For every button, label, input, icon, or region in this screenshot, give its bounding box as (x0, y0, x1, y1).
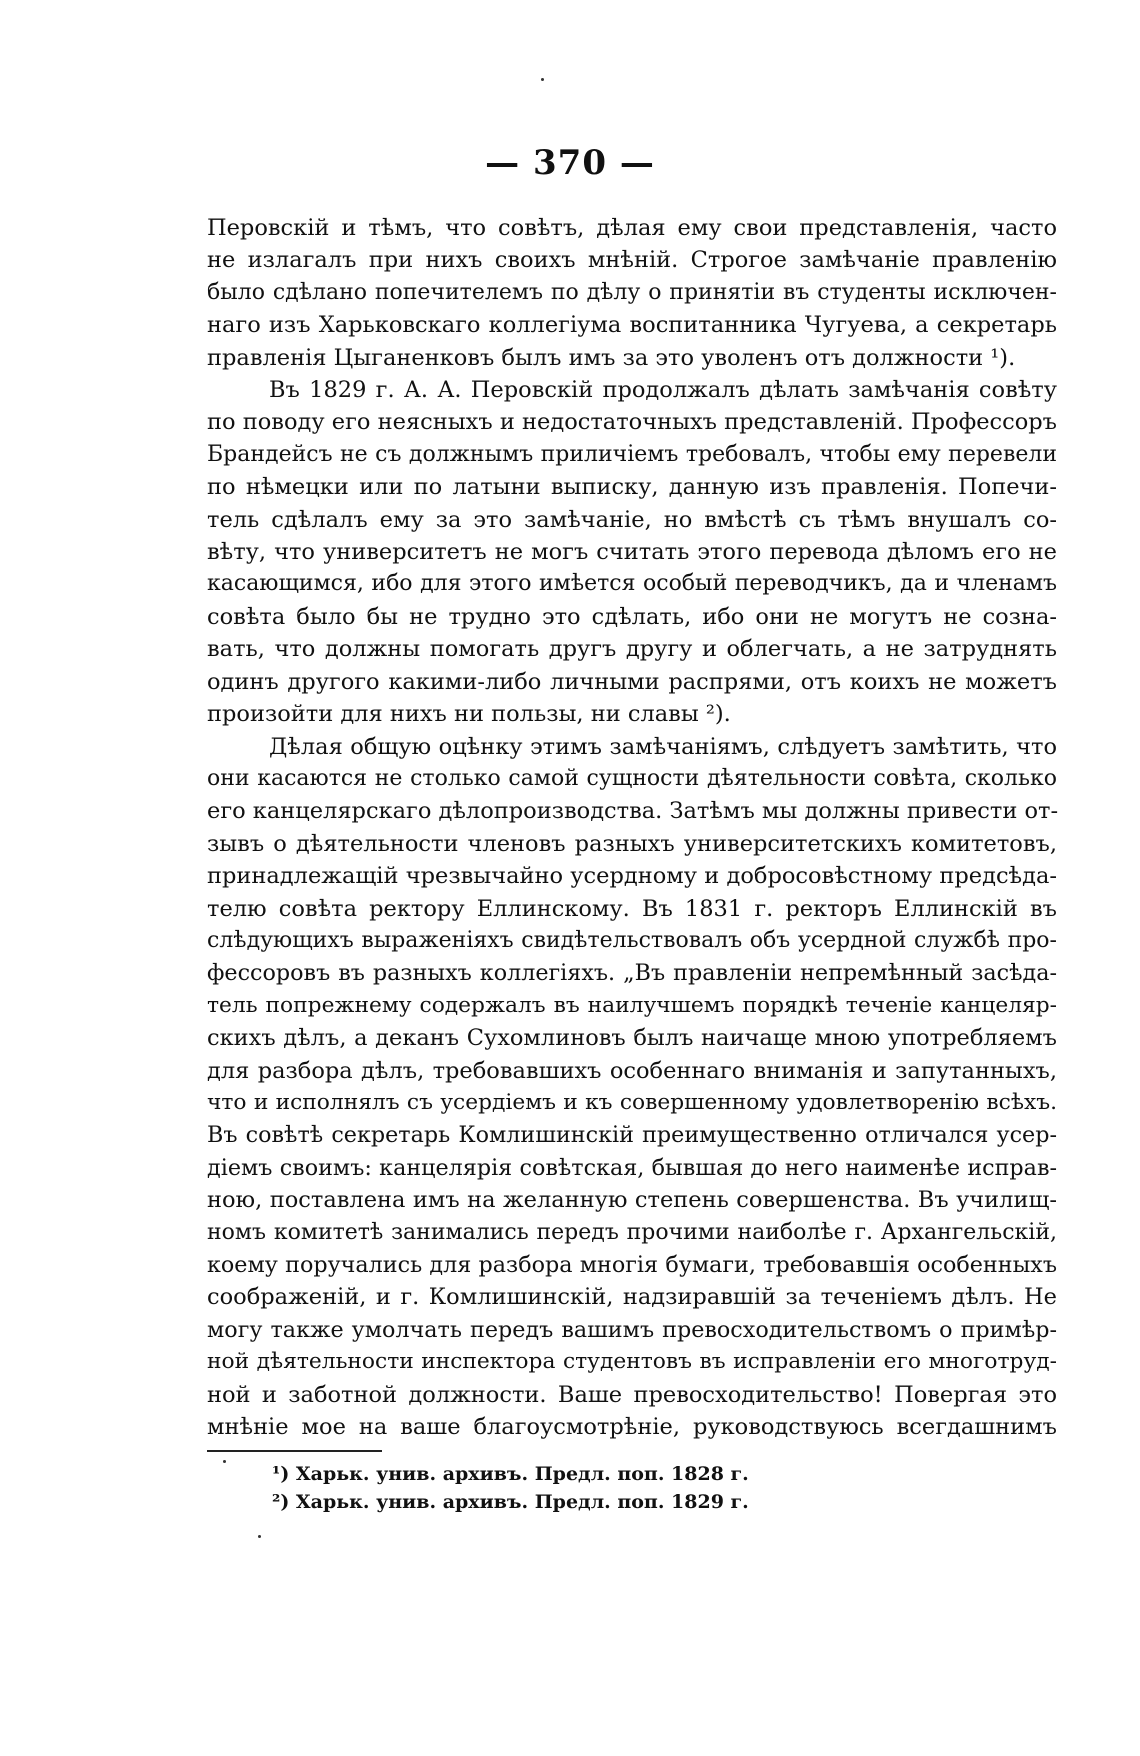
scan-speck (541, 78, 544, 81)
text-line: было сдѣлано попечителемъ по дѣлу о принятіи въ студенты исключен- (207, 279, 1057, 305)
text-line: мнѣніе мое на ваше благоусмотрѣніе, руководствуюсь всегдашнимъ (207, 1414, 1057, 1441)
text-line: діемъ своимъ: канцелярія совѣтская, бывшая до него наименѣе исправ- (207, 1154, 1057, 1181)
text-line: могу также умолчать передъ вашимъ превосходительствомъ о примѣр- (207, 1316, 1057, 1343)
text-line: наго изъ Харьковскаго коллегіума воспитанника Чугуева, а секретарь (207, 312, 1057, 339)
text-line: совѣта было бы не трудно это сдѣлать, ибо они не могутъ не созна- (207, 603, 1057, 630)
text-line: по поводу его неясныхъ и недостаточныхъ представленій. Профессоръ (207, 409, 1057, 436)
text-line: скихъ дѣлъ, а деканъ Сухомлиновъ былъ наичаще мною употребляемъ (207, 1025, 1057, 1052)
text-line: номъ комитетѣ занимались передъ прочими наиболѣе г. Архангельскій, (207, 1219, 1057, 1245)
text-line: ной и заботной должности. Ваше превосходительство! Повергая это (207, 1381, 1057, 1408)
text-line: не излагалъ при нихъ своихъ мнѣній. Строгое замѣчаніе правленію (207, 247, 1057, 274)
text-line: вать, что должны помогать другъ другу и облегчать, а не затруднять (207, 636, 1057, 663)
scan-speck (258, 1535, 261, 1538)
text-line: ною, поставлена имъ на желанную степень совершенства. Въ училищ- (207, 1187, 1057, 1214)
text-line: Брандейсъ не съ должнымъ приличіемъ требовалъ, чтобы ему перевели (207, 441, 1057, 467)
text-line: тель сдѣлалъ ему за это замѣчаніе, но вмѣстѣ съ тѣмъ внушалъ со- (207, 506, 1057, 533)
text-line: его канцелярскаго дѣлопроизводства. Затѣмъ мы должны привести от- (207, 798, 1059, 825)
text-line: Въ совѣтѣ секретарь Комлишинскій преимущественно отличался усер- (207, 1122, 1057, 1149)
text-line: Перовскій и тѣмъ, что совѣтъ, дѣлая ему свои представленія, часто (207, 215, 1057, 241)
text-line: они касаются не столько самой сущности дѣятельности совѣта, сколько (207, 765, 1057, 791)
footnote-1: ¹) Харьк. унив. архивъ. Предл. поп. 1828 г. (272, 1463, 749, 1485)
footnotes (272, 1460, 1032, 1516)
text-line: Дѣлая общую оцѣнку этимъ замѣчаніямъ, слѣдуетъ замѣтить, что (269, 733, 1057, 760)
text-line: принадлежащій чрезвычайно усердному и добросовѣстному предсѣда- (207, 863, 1057, 890)
text-line: касающимся, ибо для этого имѣется особый переводчикъ, да и членамъ (207, 571, 1057, 597)
body-text (207, 212, 1057, 1443)
text-line: фессоровъ въ разныхъ коллегіяхъ. „Въ правленіи непремѣнный засѣда- (207, 960, 1057, 987)
footnote-divider (207, 1450, 382, 1452)
text-line: что и исполнялъ съ усердіемъ и къ совершенному удовлетворенію всѣхъ. (207, 1089, 1057, 1115)
text-line: зывъ о дѣятельности членовъ разныхъ университетскихъ комитетовъ, (207, 830, 1057, 857)
text-line: вѣту, что университетъ не могъ считать этого перевода дѣломъ его не (207, 539, 1057, 566)
text-line: телю совѣта ректору Еллинскому. Въ 1831 г. ректоръ Еллинскій въ (207, 895, 1057, 922)
text-line: соображеній, и г. Комлишинскій, надзиравшій за теченіемъ дѣлъ. Не (207, 1284, 1057, 1311)
scan-speck (223, 1460, 226, 1463)
text-line: произойти для нихъ ни пользы, ни славы ²). (207, 701, 731, 728)
text-line: одинъ другого какими-либо личными распрями, отъ коихъ не можетъ (207, 668, 1057, 695)
text-line: коему поручались для разбора многія бумаги, требовавшія особенныхъ (207, 1252, 1057, 1278)
text-line: слѣдующихъ выраженіяхъ свидѣтельствовалъ объ усердной службѣ про- (207, 927, 1057, 953)
footnote-2: ²) Харьк. унив. архивъ. Предл. поп. 1829 г. (272, 1491, 749, 1513)
text-line: Въ 1829 г. А. А. Перовскій продолжалъ дѣлать замѣчанія совѣту (269, 377, 1057, 404)
text-line: правленія Цыганенковъ былъ имъ за это уволенъ отъ должности ¹). (207, 344, 1016, 371)
page-number: — 370 — (485, 143, 655, 183)
text-line: ной дѣятельности инспектора студентовъ въ исправленіи его многотруд- (207, 1349, 1057, 1375)
text-line: по нѣмецки или по латыни выписку, данную изъ правленія. Попечи- (207, 474, 1057, 501)
text-line: для разбора дѣлъ, требовавшихъ особеннаго вниманія и запутанныхъ, (207, 1057, 1057, 1084)
text-line: тель попрежнему содержалъ въ наилучшемъ порядкѣ теченіе канцеляр- (207, 992, 1057, 1018)
